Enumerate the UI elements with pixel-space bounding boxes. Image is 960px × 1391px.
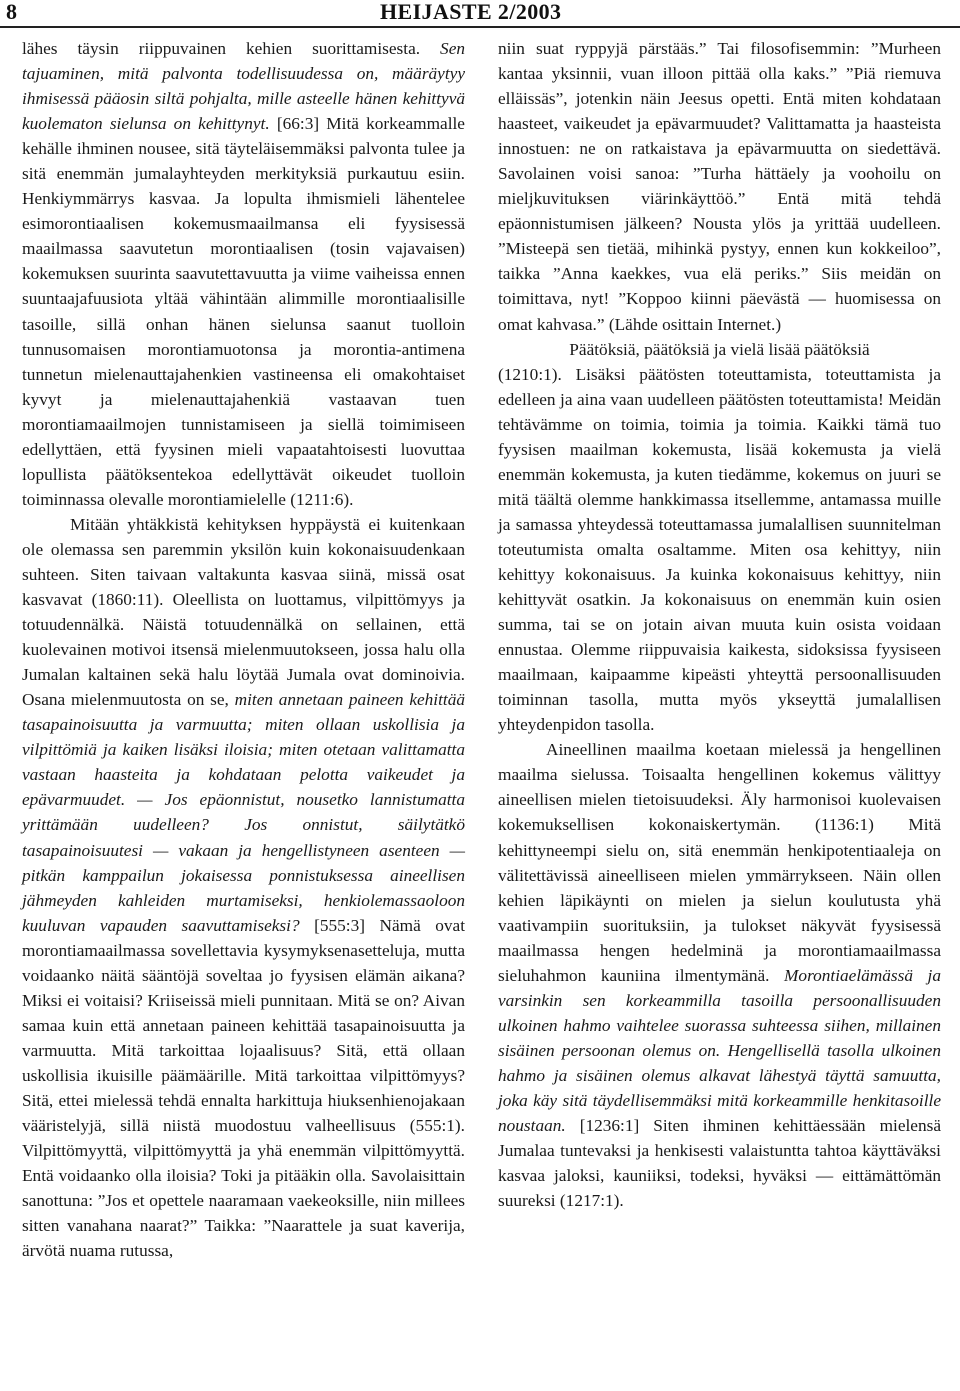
right-p2-text: Päätöksiä, päätöksiä ja vielä lisää päätöksiä [569, 339, 870, 359]
right-paragraph-1 [498, 36, 941, 337]
left-p1-text-1: lähes täysin riippuvainen kehien suorittamisesta. [22, 39, 441, 58]
right-p4-quote: Morontiaelämässä ja varsinkin sen korkeammilla tasoilla persoonallisuuden ulkoinen hahmo vaihtelee suorassa suhteessa siihen, millainen sisäinen persoonan olemus on. Hengellisellä tasolla ulkoinen hahmo ja sisäinen olemus alkavat lähestyä täyttä samuutta, joka käy sitä täydellisemmäksi mitä korkeammille henkitasoille noustaan. [498, 965, 941, 1136]
right-p1-text: niin suat ryppyjä pärstääs.” Tai filosofisemmin: ”Murheen kantaa yksinnii, vuan illoon pittää olla kaks.” ”Piä riemuva elläissäs”, jotenkin näin Jeesus opetti. Entä miten kohdataan haasteet, vaikeudet ja epävarmuudet? Valittamatta ja haasteista innostuen: ne on ratkaistava ja epävarmuutta on siedettävä. Savolainen voisi sanoa: ”Turha hättäely ja voohoilu on mieljkuvituksen viärinkäyttöö.” Entä mitä tehdä epäonnistumisen jälkeen? Nousta ylös ja yrittää uudelleen. ”Misteepä sen tietää, mihinkä pystyy, ennen kun kokkeiloo”, taikka ”Anna kaekkes, vua elä periks.” Siis meidän on toimittava, nyt! ”Koppoo kiinni päevästä — huomisessa on omat kahvasa.” (Lähde osittain Internet.) [498, 39, 941, 334]
right-paragraph-3 [498, 362, 941, 738]
right-paragraph-4 [498, 737, 941, 1213]
page-number: 8 [6, 0, 17, 24]
right-column [498, 36, 941, 1213]
page-header [0, 0, 960, 26]
right-p4-text-1: Aineellinen maailma koetaan mielessä ja hengellinen maailma sielussa. Toisaalta hengellinen kokemus välittyy aineellisen mielen tietoisuudeksi. Äly harmonisoi kuolevaisen kokemuksellisen kokonaiskertymän. (1136:1) Mitä kehittyneempi sielu on, sitä enemmän henkipotentiaaleja on välitettävissä aineelliseen mielen ymmärrykseen. Näin ollen kehien läpikäynti on mielen ja sielun koulutusta yhä vaativampiin suorituksiin, ja tulokset näkyvät fyysisessä maailmassa hengen hedelminä ja morontiamaailmassa sieluhahmon kauniina ilmentymänä. [498, 740, 941, 985]
left-paragraph-1 [22, 36, 465, 512]
right-paragraph-2 [498, 337, 941, 362]
left-p2-text-2: [555:3] Nämä ovat morontiamaailmassa sovellettavia kysymyksenasetteluja, mutta voidaanko näitä sääntöjä soveltaa jo fyysisen elämän aikana? Miksi ei voitaisi? Kriiseissä mieli punnitaan. Mitä se on? Aivan samaa kuin että annetaan paineen kehittää tasapainoisuutta ja varmuutta. Mitä tarkoittaa lojaalisuus? Sitä, että ollaan uskollisia ikuisille päämäärille. Mitä tarkoittaa vilpittömyys? Sitä, ettei mielessä tehdä ennalta harkittuja hiuksenhienojakaan vääristelyjä, sillä niistä muodostuu valheellisuus (555:1). Vilpittömyyttä, vilpittömyyttä ja yhä enemmän vilpittömyyttä. Entä voidaanko olla iloisia? Toki ja pitääkin olla. Savolaisittain sanottuna: ”Jos et opettele naaramaan vaekeoksille, niin millees sitten vanahana naarat?” Taikka: ”Naarattele ja suat kaverija, ärvötä nuama rutussa, [22, 915, 465, 1261]
header-rule [0, 26, 960, 28]
left-p2-quote: miten annetaan paineen kehittää tasapainoisuutta ja varmuutta; miten ollaan uskollisia ja vilpittömiä ja kaiken lisäksi iloisia; miten otetaan valittamatta vastaan haasteita ja kohdataan pelotta vaikeudet ja epävarmuudet. — Jos epäonnistut, nousetko lannistumatta yrittämään uudelleen? Jos onnistut, säilytätkö tasapainoisuutesi — vakaan ja hengellistyneen asenteen — pitkän kamppailun jokaisessa ponnistuksessa aineellisen jähmeyden kahleiden murtamiseksi, henkiolemassaoloon kuuluvan vapauden saavuttamiseksi? [22, 690, 465, 935]
left-column [22, 36, 465, 1263]
journal-title: HEIJASTE 2/2003 [380, 0, 562, 24]
left-p1-quote: Sen tajuaminen, mitä palvonta todellisuudessa on, määräytyy ihmisessä pääosin siltä pohjalta, mille asteelle hänen kehittyvä kuolematon sielunsa on kehittynyt. [22, 39, 465, 134]
left-paragraph-2 [22, 512, 465, 1263]
left-p2-text-1: Mitään yhtäkkistä kehityksen hyppäystä ei kuitenkaan ole olemassa sen paremmin yksilön kuin kokonaisuudenkaan suhteen. Siten taivaan valtakunta kasvaa siinä, missä osat kasvavat (1860:11). Oleellista on luottamus, vilpittömyys ja totuudennälkä. Näistä totuudennälkä on sellainen, että kuolevainen motivoi itsensä mielenmuutokseen, jossa halu olla Jumalan kaltainen sekä halu löytää Jumala ovat dominoivia. Osana mielenmuutosta on se, [22, 514, 465, 710]
right-p3-text: (1210:1). Lisäksi päätösten toteuttamista, toteuttamista ja edelleen ja aina vaan uudelleen päätösten toteuttamista! Meidän tehtävämme on toimia, toimia ja toimia. Kaikki tämä tuo fyysisen maailman kokemusta, lisää kokemusta ja vielä enemmän kokemusta, ja kuten tiedämme, kokemus on juuri se mitä täältä olemme hankkimassa itsellemme, antamassa muille ja samassa yhteydessä toteuttamassa jumalallisen suunnitelman toteutumista omalta osaltamme. Miten osa kehittyy, niin kehittyy kokonaisuus. Ja kuinka kokonaisuus kehittyy, niin kehittyvät osatkin. Ja kokonaisuus on enemmän kuin osien summa, tai se on jotain aivan muuta kuin osista voidaan ennustaa. Olemme riippuvaisia kaikesta, sidoksissa fyysiseen maailmaan, kaipaamme kipeästi yhteyttä persoonallisuuden toiminnan tasolla, mutta myös ykseyttä jumalallisen yhteydenpidon tasolla. [498, 364, 941, 735]
right-p4-text-2: [1236:1] Siten ihminen kehittäessään mielensä Jumalaa tuntevaksi ja henkisesti valaistuntta tahtoa käyttäväksi kasvaa jaloksi, kauniiksi, todeksi, hyväksi — eittämättömän suureksi (1217:1). [498, 1116, 941, 1211]
left-p1-text-2: [66:3] Mitä korkeammalle kehälle ihminen nousee, sitä täyteläisemmäksi palvonta tulee ja sitä enemmän jumalayhteyden merkityksiä purkautuu esiin. Henkiymmärrys kasvaa. Ja lopulta ihmismieli lähentelee esimorontiaalisen kokemusmaailmansa eli fyysisessä maailmassa saavutetun morontiaalisen (tosin vajavaisen) kokemuksen suurinta saavutettavuutta ja viime vaiheissa ennen suuntaajafuusiota yltää vähintään alimmille morontiaalisille tasoille, sillä onhan hänen sielunsa saanut tuolloin tunnusomaisen morontiamuotonsa ja morontia-antimena tunnetun mielenauttajahenkien vastineensa eli omakohtaiset kyvyt ja mielenauttajahenkiä vastaavan tuen morontiamaailmojen tunnistamiseen ja siellä toimimiseen edellyttäen, että fyysinen mieli vapaatahtoisesti luovuttaa lopullista päätöksentekoa edellyttävät oikeudet tuolloin toiminnassa olevalle morontiamielelle (1211:6). [22, 114, 465, 509]
